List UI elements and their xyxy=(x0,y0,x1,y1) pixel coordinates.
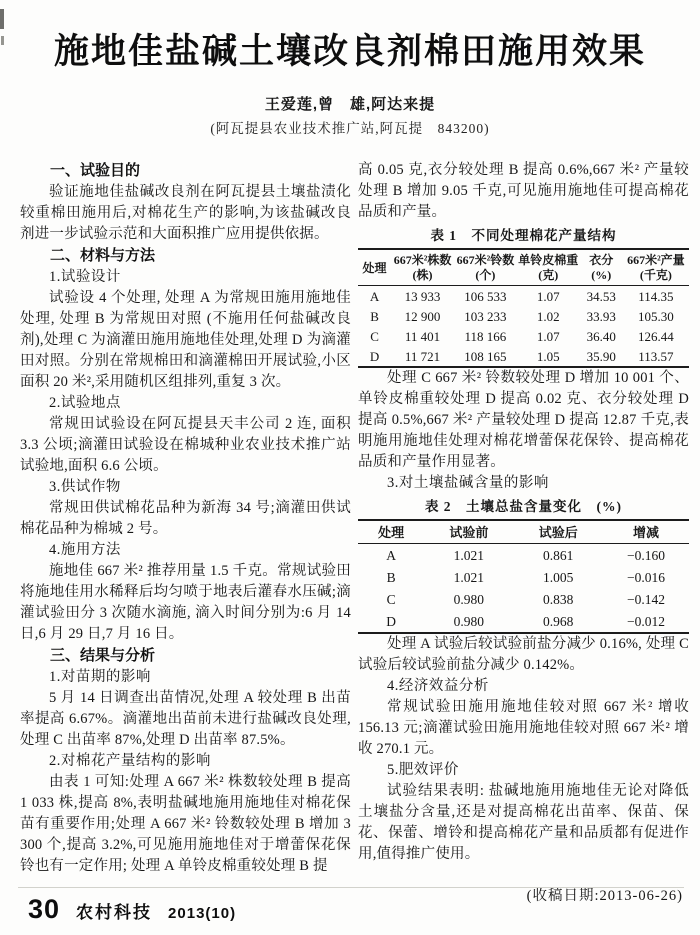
footer-page-number: 30 xyxy=(28,894,61,924)
paragraph-economics: 常规试验田施用施地佳较对照 667 米² 增收 156.13 元;滴灌试验田施用施地佳较对照 667 米² 增收 270.1 元。 xyxy=(358,699,689,757)
right-column xyxy=(358,160,689,907)
table1-header-bolls: 667米²铃数 (个) xyxy=(454,249,517,286)
authors-line: 王爱莲,曾 雄,阿达来提 xyxy=(264,96,436,113)
two-column-body xyxy=(0,160,700,907)
paragraph-method: 施地佳 667 米² 推荐用量 1.5 千克。常规试验田将施地佳用水稀释后均匀喷于地表后灌春水压碱;滴灌试验田分 3 次随水滴施, 滴入时间分别为:6 月 14 日,6 月 29 日,7 月 16 日。 xyxy=(20,563,351,642)
subsection-location: 2.试验地点 xyxy=(49,395,121,411)
footer-issue: 2013(10) xyxy=(168,905,237,922)
table1-caption: 表 1 不同处理棉花产量结构 xyxy=(430,228,617,243)
subsection-method: 4.施用方法 xyxy=(49,542,121,558)
paragraph-design: 试验设 4 个处理, 处理 A 为常规田施用施地佳处理, 处理 B 为常规田对照 (不施用任何盐碱改良剂),处理 C 为滴灌田施用施地佳处理,处理 D 为滴灌田对照。分别在常规棉田和滴灌棉田开展试验,小区面积 20 米²,采用随机区组排列,重复 3 次。 xyxy=(20,290,351,390)
subsection-evaluation: 5.肥效评价 xyxy=(387,762,459,778)
left-column xyxy=(20,160,351,907)
table2-row-B: B 1.021 1.005 −0.016 xyxy=(386,570,665,585)
received-date: (收稿日期:2013-06-26) xyxy=(526,888,683,904)
table2-header-row xyxy=(358,520,689,544)
scan-artifact xyxy=(1,36,4,45)
scan-artifact xyxy=(0,9,4,29)
table2-header-after: 试验后 xyxy=(514,520,603,544)
yield-structure-table xyxy=(358,248,689,368)
table1-header-plants: 667米²株数 (株) xyxy=(391,249,454,286)
salt-content-table xyxy=(358,519,689,634)
footer-divider xyxy=(18,887,684,888)
table1-header-lint: 衣分 (%) xyxy=(580,249,623,286)
subsection-economics: 4.经济效益分析 xyxy=(387,678,489,694)
paragraph-drip-comparison: 处理 C 667 米² 铃数较处理 D 增加 10 001 个、单铃皮棉重较处理 D 提高 0.02 克、衣分较处理 D 提高 0.5%,667 米² 产量较处理 D 提高 12.87 千克,表明施用施地佳处理对棉花增蕾保花保铃、提高棉花品质和产量作用显著。 xyxy=(358,370,689,470)
subsection-seedling: 1.对苗期的影响 xyxy=(49,669,151,685)
subsection-crop: 3.供试作物 xyxy=(49,479,121,495)
table2-header-before: 试验前 xyxy=(424,520,513,544)
page-footer xyxy=(28,894,236,925)
subsection-yield-structure: 2.对棉花产量结构的影响 xyxy=(49,753,211,769)
table1-header-bollweight: 单铃皮棉重 (克) xyxy=(517,249,580,286)
paragraph-salt-reduction: 处理 A 试验后较试验前盐分减少 0.16%, 处理 C 试验后较试验前盐分减少 0.142%。 xyxy=(358,636,689,673)
affiliation-line: (阿瓦提县农业技术推广站,阿瓦提 843200) xyxy=(210,121,490,136)
table1-row-A: A 13 933 106 533 1.07 34.53 114.35 xyxy=(369,289,674,304)
table2-header-change: 增减 xyxy=(603,520,689,544)
table2-row-D: D 0.980 0.968 −0.012 xyxy=(386,614,665,629)
table2-caption: 表 2 土壤总盐含量变化 (%) xyxy=(424,499,623,514)
table2-row-C: C 0.980 0.838 −0.142 xyxy=(386,592,665,607)
subsection-salt-content: 3.对土壤盐碱含量的影响 xyxy=(387,475,549,491)
subsection-design: 1.试验设计 xyxy=(49,269,121,285)
table1-header-yield: 667米²产量 (千克) xyxy=(623,249,689,286)
table1-header-treatment: 处理 xyxy=(358,249,391,286)
table1-row-C: C 11 401 118 166 1.07 36.40 126.44 xyxy=(370,329,674,344)
table2-row-A: A 1.021 0.861 −0.160 xyxy=(386,548,665,563)
paragraph-seedling: 5 月 14 日调查出苗情况,处理 A 较处理 B 出苗率提高 6.67%。滴灌地出苗前未进行盐碱改良处理,处理 C 出苗率 87%,处理 D 出苗率 87.5%。 xyxy=(20,690,351,748)
section-heading-materials: 二、材料与方法 xyxy=(50,247,156,264)
paragraph-yield-structure: 由表 1 可知:处理 A 667 米² 株数较处理 B 提高 1 033 株,提高 8%,表明盐碱地施用施地佳对棉花保苗有重要作用;处理 A 667 米² 铃数较处理 B 增加 3 300 个,提高 3.2%,可见施用施地佳对于增蕾保花保铃也有一定作用; 处理 A 单铃皮棉重较处理 B 提 xyxy=(20,774,351,874)
table1-header-row xyxy=(358,249,689,286)
table2-header-treatment: 处理 xyxy=(358,520,424,544)
paragraph-evaluation: 试验结果表明: 盐碱地施用施地佳无论对降低土壤盐分含量,还是对提高棉花出苗率、保苗、保花、保蕾、增铃和提高棉花产量和品质都有促进作用,值得推广使用。 xyxy=(358,783,689,862)
paragraph-yield-continued: 高 0.05 克,衣分较处理 B 提高 0.6%,667 米² 产量较处理 B 增加 9.05 千克,可见施用施地佳可提高棉花品质和产量。 xyxy=(358,162,689,220)
section-heading-objective: 一、试验目的 xyxy=(50,162,141,179)
table1-row-B: B 12 900 103 233 1.02 33.93 105.30 xyxy=(370,309,674,324)
section-heading-results: 三、结果与分析 xyxy=(50,647,156,664)
footer-journal-name: 农村科技 xyxy=(76,903,153,922)
paragraph-objective: 验证施地佳盐碱改良剂在阿瓦提县土壤盐渍化较重棉田施用后,对棉花生产的影响,为该盐碱改良剂进一步试验示范和大面积推广应用提供依据。 xyxy=(20,184,351,242)
paragraph-location: 常规田试验设在阿瓦提县天丰公司 2 连, 面积 3.3 公顷;滴灌田试验设在棉城种业农业技术推广站试验地,面积 6.6 公顷。 xyxy=(20,416,351,474)
article-title: 施地佳盐碱土壤改良剂棉田施用效果 xyxy=(53,32,646,71)
paragraph-crop: 常规田供试棉花品种为新海 34 号;滴灌田供试棉花品种为棉城 2 号。 xyxy=(20,500,351,537)
table1-row-D: D 11 721 108 165 1.05 35.90 113.57 xyxy=(369,349,674,364)
